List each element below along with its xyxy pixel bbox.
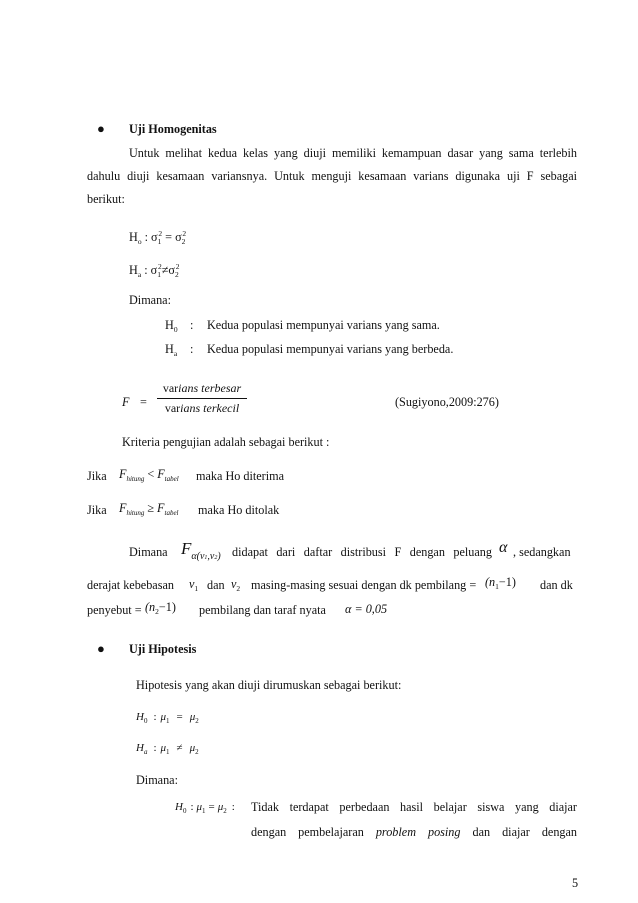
nu1-symbol: $\nu_1$: [189, 577, 199, 593]
nu2-symbol: $\nu_2$: [231, 577, 241, 593]
criteria-reject-result: maka Ho ditolak: [198, 503, 280, 517]
dk-text: dan dk: [540, 578, 573, 592]
kriteria-text: Kriteria pengujian adalah sebagai berikut :: [122, 435, 330, 449]
criteria-reject-formula: $F_{hitung} \ge F_{tabel}$: [119, 501, 179, 517]
hipotesis-intro: Hipotesis yang akan diuji dirumuskan sebagai berikut:: [136, 678, 402, 692]
paragraph-line: Untuk melihat kedua kelas yang diuji memiliki kemampuan dasar yang sama terlebih: [129, 146, 577, 160]
hypothesis-ho: $H_o$ : $\sigma_1^2 = \sigma_2^2$: [129, 229, 187, 246]
alpha-value: α = 0,05: [345, 602, 388, 616]
sedangkan-text: , sedangkan: [513, 545, 571, 559]
dk-dan: dan: [207, 578, 225, 592]
citation: (Sugiyono,2009:276): [395, 395, 499, 409]
f-formula-numerator: varians terbesar: [162, 381, 242, 395]
f-formula-fraction: [157, 381, 247, 416]
dk-denominator-expr: $(n_2-1)$: [145, 600, 176, 616]
def-h0-line1: Tidak terdapat perbedaan hasil belajar siswa yang diajar: [251, 800, 577, 814]
def-ho-text: Kedua populasi mempunyai varians yang sama.: [207, 318, 440, 332]
alpha-symbol: α: [499, 539, 508, 556]
dk-numerator-expr: $(n_1-1)$: [485, 575, 516, 591]
section-title-hipotesis: Uji Hipotesis: [129, 642, 197, 656]
page-number: 5: [572, 876, 579, 890]
def-ho-colon: :: [190, 318, 194, 332]
f-formula-lhs: F: [122, 395, 130, 409]
hypothesis-ha: $H_a$ : $\mu_1 \ne \mu_2$: [136, 742, 199, 756]
f-alpha-symbol: $F_{\alpha(v1,v2)}$: [181, 539, 221, 562]
bullet-icon: ●: [97, 641, 105, 656]
dimana-word: Dimana: [129, 545, 168, 559]
bullet-icon: ●: [97, 121, 105, 136]
f-formula-equals: =: [140, 395, 147, 409]
paragraph-line: berikut:: [87, 192, 125, 206]
dimana-label: Dimana:: [129, 293, 171, 307]
dk-text: masing-masing sesuai dengan dk pembilang =: [251, 578, 477, 592]
f-formula-denominator: varians terkecil: [164, 401, 240, 415]
def-h0-line2: dengan pembelajaran problem posing dan diajar dengan: [251, 825, 578, 839]
def-ho-symbol: $H_0$: [165, 318, 178, 334]
dk-text: penyebut =: [87, 603, 142, 617]
f-alpha-description: didapat dari daftar distribusi F dengan peluang: [232, 545, 492, 559]
dimana-label: Dimana:: [136, 773, 178, 787]
def-ha-symbol: $H_a$: [165, 342, 178, 358]
criteria-accept-result: maka Ho diterima: [196, 469, 284, 483]
hypothesis-ha: $H_a$ : $\sigma_1^2\ne\sigma_2^2$: [129, 262, 180, 279]
dk-text: derajat kebebasan: [87, 578, 174, 592]
def-ha-text: Kedua populasi mempunyai varians yang berbeda.: [207, 342, 454, 356]
jika-label: Jika: [87, 503, 107, 517]
criteria-accept-formula: $F_{hitung} < F_{tabel}$: [119, 467, 179, 483]
fraction-bar: [157, 398, 247, 399]
dk-text: pembilang dan taraf nyata: [199, 603, 326, 617]
section-title-homogenitas: Uji Homogenitas: [129, 122, 217, 136]
def-h0-formula: $H_0$ : $\mu_1 = \mu_2$ :: [175, 801, 235, 815]
def-ha-colon: :: [190, 342, 194, 356]
paragraph-line: dahulu diuji kesamaan variansnya. Untuk menguji kesamaan varians digunaka uji F sebagai: [87, 169, 577, 183]
hypothesis-h0: $H_0$ : $\mu_1 = \mu_2$: [136, 711, 199, 725]
jika-label: Jika: [87, 469, 107, 483]
